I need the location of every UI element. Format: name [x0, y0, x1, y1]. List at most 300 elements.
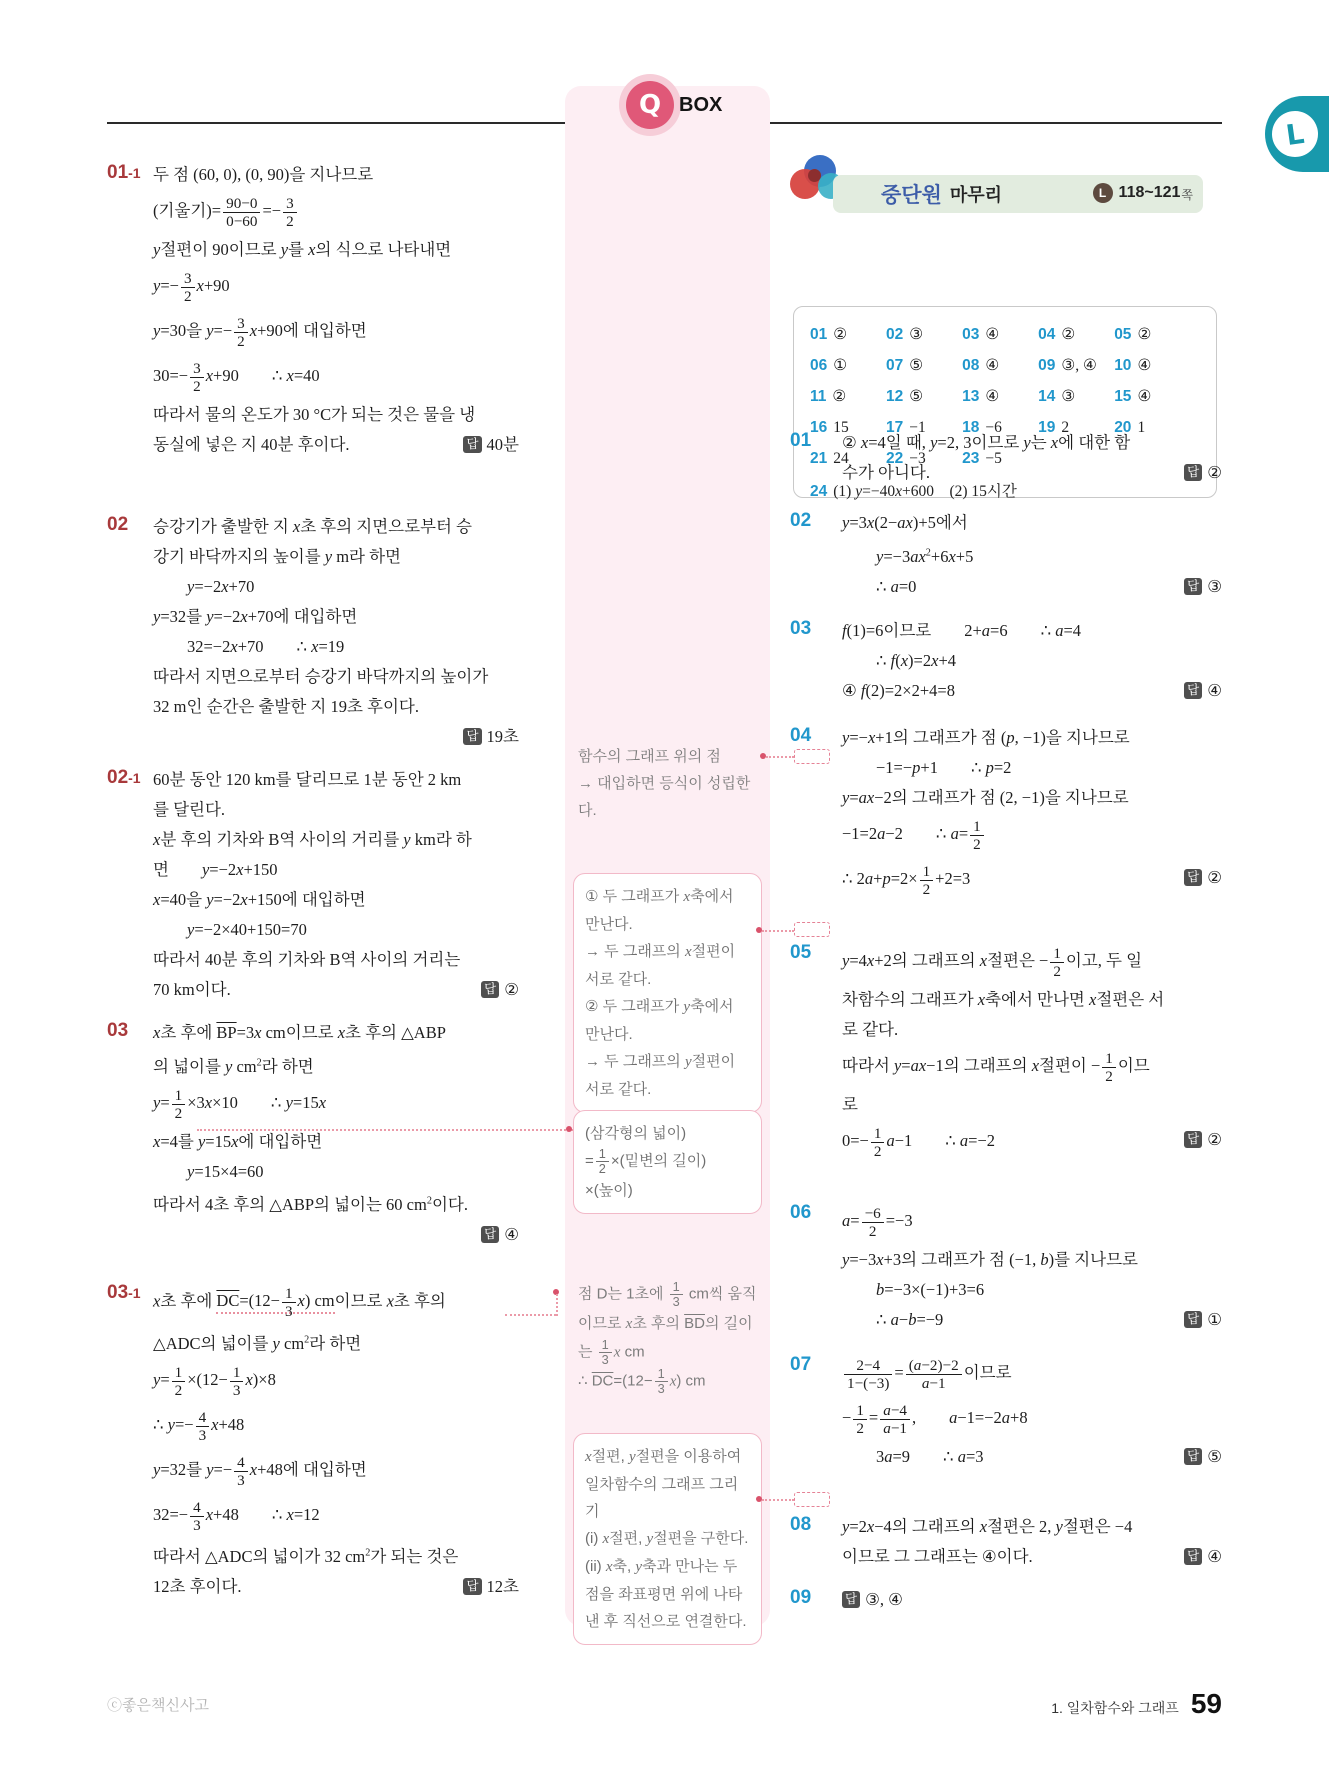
answer-badge: 답 [463, 728, 481, 745]
solution-text: x=40을 y=−2x+150에 대입하면 [153, 890, 366, 909]
solution-02-1 [107, 765, 519, 1005]
solution-line [842, 538, 1222, 572]
solution-line [842, 646, 1222, 676]
solution-line [153, 572, 519, 602]
connector-line-03-1 [505, 1314, 556, 1316]
problem-body [153, 160, 519, 460]
solution-line [153, 885, 519, 915]
answer-badge: 답 [842, 1591, 860, 1608]
solution-text: 32 m인 순간은 출발한 지 19초 후이다. [153, 697, 419, 716]
solution-text: ∴ 2a+p=2× $\frac{1}{2}$ +2=3 [842, 863, 971, 898]
answer-value: 12초 [486, 1577, 519, 1596]
answer-key-number: 20 [1114, 418, 1132, 436]
solution-text: b=−3×(−1)+3=6 [876, 1280, 985, 1299]
answer-value: ① [1207, 1310, 1222, 1329]
solution-08 [790, 1512, 1222, 1572]
solution-text: 로 [842, 1095, 858, 1114]
qbox-column [565, 86, 770, 1630]
solution-01-1 [107, 160, 519, 460]
answer-badge: 답 [463, 436, 481, 453]
answer-key-value: −1 [909, 418, 926, 436]
solution-text: −1=−p+1 ∴ p=2 [876, 758, 1012, 777]
answer-group [1184, 1125, 1222, 1155]
answer-badge: 답 [481, 1226, 499, 1243]
solution-text: 70 km이다. [153, 980, 231, 999]
answer-key-row [810, 350, 1200, 381]
solution-line [153, 512, 519, 542]
solution-text: 12초 후이다. [153, 1577, 242, 1596]
answer-key-cell [1038, 325, 1114, 344]
solution-line [842, 1585, 1222, 1615]
solution-line [842, 985, 1222, 1015]
solution-line [153, 765, 519, 795]
solution-text: y=−x+1의 그래프가 점 (p, −1)을 지나므로 [842, 728, 1130, 747]
solution-text: 32=−2x+70 ∴ x=19 [187, 637, 345, 656]
problem-body [842, 1512, 1222, 1572]
answer-key-value: ⑤ [909, 357, 924, 374]
answer-key-cell [810, 356, 886, 375]
problem-label: 05 [790, 942, 812, 963]
solution-text: 따라서 40분 후의 기차와 B역 사이의 거리는 [153, 950, 461, 969]
answer-key-number: 08 [962, 357, 980, 374]
connector-dot [566, 1126, 572, 1132]
solution-text: 60분 동안 120 km를 달리므로 1분 동안 2 km [153, 770, 462, 789]
solution-text: y=−2×40+150=70 [187, 920, 307, 939]
problem-label: 03-1 [107, 1282, 141, 1303]
connector-line-03 [197, 1129, 573, 1131]
answer-group [1184, 1542, 1222, 1572]
qbox-title: BOX [679, 94, 723, 116]
solution-text: y=ax−2의 그래프가 점 (2, −1)을 지나므로 [842, 788, 1129, 807]
answer-key-number: 15 [1114, 388, 1132, 405]
problem-body [153, 512, 519, 752]
answer-key-cell [1114, 387, 1190, 406]
solution-line [842, 1245, 1222, 1275]
answer-group [1184, 863, 1222, 893]
answer-key-value: ④ [985, 326, 1000, 343]
answer-key-cell [962, 325, 1038, 344]
right-solutions-column [790, 0, 1222, 1772]
solution-line [153, 722, 519, 752]
solution-06 [790, 1200, 1222, 1335]
solution-text: y=−2x+70 [187, 577, 255, 596]
page-number: 59 [1190, 1688, 1222, 1719]
answer-group [463, 430, 519, 460]
problem-label: 02 [790, 510, 812, 531]
answer-value: ⑤ [1207, 1447, 1222, 1466]
solution-line [842, 1045, 1222, 1090]
solution-text: 수가 아니다. [842, 463, 930, 482]
answer-badge: 답 [1184, 1131, 1202, 1148]
solution-line [153, 602, 519, 632]
solution-text: 이므로 그 그래프는 ④이다. [842, 1547, 1033, 1566]
solution-line [842, 428, 1222, 458]
solution-line [842, 508, 1222, 538]
answer-key-number: 17 [886, 418, 904, 436]
solution-text: a= $\frac{-6}{2}$ =−3 [842, 1205, 913, 1240]
answer-badge: 답 [1184, 1311, 1202, 1328]
solution-line [842, 1275, 1222, 1305]
problem-label: 02 [107, 514, 129, 535]
answer-key-number: 01 [810, 326, 828, 343]
solution-text: y=4x+2의 그래프의 x절편은 − $\frac{1}{2}$ 이고, 두 일 [842, 945, 1143, 980]
solution-text: $\frac{2-4}{1-(-3)}$ = $\frac{(a-2)-2}{a-1}$ 이므로 [842, 1363, 1012, 1382]
solution-05 [790, 940, 1222, 1165]
answer-key-value: ① [833, 357, 848, 374]
answer-key-row [810, 319, 1200, 350]
chapter-review-bar [833, 175, 1203, 213]
answer-key-cell [962, 387, 1038, 406]
solution-line [153, 160, 519, 190]
answer-value: ② [1207, 868, 1222, 887]
answer-group [1184, 458, 1222, 488]
solution-line [153, 1280, 519, 1325]
solution-line [153, 1325, 519, 1359]
solution-text: 따라서 지면으로부터 승강기 바닥까지의 높이가 [153, 667, 489, 686]
solution-text: ④ f(2)=2×2+4=8 [842, 681, 955, 700]
answer-key-value: ③ [909, 326, 924, 343]
solution-line [153, 1404, 519, 1449]
solution-text: x분 후의 기차와 B역 사이의 거리를 y km라 하 [153, 830, 472, 849]
answer-key-value: ② [832, 388, 847, 405]
solution-line [153, 190, 519, 235]
problem-body [842, 940, 1222, 1165]
solution-text: 면 y=−2x+150 [153, 860, 278, 879]
answer-key-number: 21 [810, 449, 828, 467]
left-solutions-column [107, 0, 519, 1772]
solution-09 [790, 1585, 1222, 1615]
answer-key-cell [810, 387, 886, 406]
answer-key-value: ④ [1137, 357, 1152, 374]
solution-line [842, 1200, 1222, 1245]
solution-line [153, 1359, 519, 1404]
answer-key-value: ⑤ [909, 388, 924, 405]
answer-key-cell [1038, 387, 1114, 406]
answer-badge: 답 [1184, 869, 1202, 886]
solution-text: 동실에 넣은 지 40분 후이다. [153, 435, 350, 454]
answer-badge: 답 [1184, 578, 1202, 595]
answer-value: ③ [1207, 576, 1222, 596]
answer-group [463, 1572, 519, 1602]
answer-key-cell [886, 325, 962, 344]
solution-line [153, 795, 519, 825]
solution-text: △ADC의 넓이를 y $cm^2$라 하면 [153, 1333, 362, 1353]
solution-line [842, 813, 1222, 858]
solution-line [153, 1127, 519, 1157]
solution-text: 따라서 물의 온도가 30 °C가 되는 것은 물을 냉 [153, 405, 476, 424]
solution-03-1 [107, 1280, 519, 1602]
answer-key-value: ③, ④ [1061, 357, 1097, 374]
solution-text: 승강기가 출발한 지 x초 후의 지면으로부터 승 [153, 517, 472, 536]
solution-07 [790, 1352, 1222, 1472]
chapter-review-subtitle: 마무리 [949, 185, 1003, 205]
solution-line [842, 676, 1222, 706]
answer-key-value: −5 [985, 449, 1002, 467]
answer-key-value: ② [833, 326, 848, 343]
solution-line [153, 915, 519, 945]
answer-value: ③, ④ [865, 1590, 903, 1609]
solution-text: 두 점 (60, 0), (0, 90)을 지나므로 [153, 165, 374, 184]
answer-key-value: ④ [985, 357, 1000, 374]
answer-badge: 답 [481, 981, 499, 998]
answer-group [1184, 1305, 1222, 1335]
problem-body [842, 508, 1222, 602]
solution-text: y=− $\frac{3}{2}$ x+90 [153, 270, 230, 305]
solution-line [153, 1449, 519, 1494]
solution-text: y=32를 y=−2x+70에 대입하면 [153, 607, 358, 626]
solution-text: $y=-3ax^2+6x+5$ [876, 546, 974, 566]
solution-text: y= $\frac{1}{2}$ ×3x×10 ∴ y=15x [153, 1086, 327, 1122]
problem-body [842, 428, 1222, 488]
page-range: L 118~121 쪽 [1093, 183, 1193, 203]
footer [1051, 1688, 1222, 1720]
answer-key-cell [886, 356, 962, 375]
solution-text: y=15×4=60 [187, 1161, 264, 1181]
solution-line [842, 458, 1222, 488]
solution-text: 로 같다. [842, 1020, 899, 1039]
solution-line [153, 632, 519, 662]
solution-line [842, 1442, 1222, 1472]
problem-label: 01-1 [107, 162, 141, 183]
solution-text: 32=− $\frac{4}{3}$ x+48 ∴ x=12 [153, 1498, 320, 1534]
solution-line [842, 940, 1222, 985]
answer-key-number: 22 [886, 449, 904, 467]
solution-line [153, 430, 519, 460]
answer-key-number: 11 [810, 388, 827, 405]
answer-key-number: 13 [962, 388, 980, 405]
solution-text: ② x=4일 때, y=2, 3이므로 y는 x에 대한 함 [842, 433, 1131, 452]
qbox-note-point-d: 점 D는 1초에 $\frac{1}{3}$ cm씩 움직이므로 x초 후의 $\overline{BD}$의 길이는 $\frac{1}{3}$ x cm ∴ $\overline{DC}=(12-$ $\frac{1}{3}$ x) cm [578, 1279, 757, 1397]
answer-key-value: 2 [1061, 418, 1070, 436]
solution-line [153, 1220, 519, 1250]
solution-01 [790, 428, 1222, 488]
solution-text: y=−3x+3의 그래프가 점 (−1, b)를 지나므로 [842, 1250, 1138, 1269]
solution-text: 따라서 4초 후의 △ABP의 넓이는 60 $cm^2$이다. [153, 1195, 468, 1214]
answer-group [481, 1225, 519, 1244]
problem-label: 07 [790, 1354, 812, 1375]
answer-key-number: 02 [886, 326, 904, 343]
qbox-note-graph-drawing: x절편, y절편을 이용하여 일차함수의 그래프 그리기 (i) x절편, y절편을 구한다. (ii) x축, y축과 만나는 두 점을 좌표평면 위에 나타낸 후 직선으로 연결한다. [573, 1433, 762, 1645]
clock-icon: L [1093, 183, 1113, 203]
solution-04 [790, 723, 1222, 903]
answer-key-value: 15 [833, 418, 849, 436]
solution-line [842, 723, 1222, 753]
answer-group [842, 1590, 903, 1609]
solution-line [842, 1090, 1222, 1120]
qbox-q-icon: Q [626, 81, 674, 129]
problem-body [153, 765, 519, 1005]
answer-value: ④ [1207, 1547, 1222, 1566]
answer-key-number: 18 [962, 418, 980, 436]
answer-key-number: 19 [1038, 418, 1056, 436]
answer-key-number: 12 [886, 388, 904, 405]
solution-line [842, 616, 1222, 646]
problem-body [153, 1018, 519, 1250]
answer-key-value: −3 [909, 449, 926, 467]
answer-group [1184, 1442, 1222, 1472]
answer-key-number: 24 [810, 482, 828, 500]
solution-line [153, 265, 519, 310]
qbox-note-triangle-area: (삼각형의 넓이) = $\frac{1}{2}$ ×(밑변의 길이) ×(높이) [573, 1110, 762, 1214]
solution-text: 3a=9 ∴ a=3 [876, 1447, 984, 1466]
answer-badge: 답 [1184, 1548, 1202, 1565]
solution-text: x초 후에 $\overline{BP}=3x$ cm이므로 x초 후의 △ABP [153, 1023, 446, 1042]
problem-body [842, 1585, 1222, 1615]
solution-line [153, 1187, 519, 1221]
answer-key-row [810, 381, 1200, 412]
answer-key-number: 05 [1114, 326, 1132, 343]
solution-text: y=32를 y=− $\frac{4}{3}$ x+48에 대입하면 [153, 1453, 367, 1489]
solution-text: ∴ a−b=−9 [876, 1310, 944, 1329]
solution-line [153, 692, 519, 722]
solution-line [153, 975, 519, 1005]
answer-key-number: 04 [1038, 326, 1056, 343]
solution-line [153, 355, 519, 400]
solution-text: y=2x−4의 그래프의 x절편은 2, y절편은 −4 [842, 1517, 1133, 1536]
solution-line [153, 855, 519, 885]
problem-label: 04 [790, 725, 812, 746]
answer-key-number: 16 [810, 418, 828, 436]
answer-key-cell [886, 387, 962, 406]
answer-key-number: 23 [962, 449, 980, 467]
solution-line [842, 753, 1222, 783]
answer-group [481, 975, 519, 1005]
solution-line [842, 858, 1222, 903]
solution-line [153, 1082, 519, 1127]
problem-body [842, 1200, 1222, 1335]
solution-line [153, 542, 519, 572]
solution-text: 를 달린다. [153, 800, 226, 819]
answer-key-value: ④ [985, 388, 1000, 405]
answer-value: ② [1207, 1130, 1222, 1149]
answer-badge: 답 [1184, 1448, 1202, 1465]
solution-text: x=4를 y=15x에 대입하면 [153, 1131, 323, 1151]
answer-key-cell [1114, 356, 1190, 375]
solution-line [842, 1352, 1222, 1397]
solution-text: 의 넓이를 y $cm^2$라 하면 [153, 1056, 314, 1076]
answer-key-value: 24 [833, 449, 849, 467]
solution-text: 따라서 △ADC의 넓이가 32 $cm^2$가 되는 것은 [153, 1547, 459, 1566]
solution-text: (기울기)= $\frac{90-0}{0-60}$ =− $\frac{3}{2}$ [153, 201, 299, 220]
solution-line [842, 1542, 1222, 1572]
solution-text: 30=− $\frac{3}{2}$ x+90 ∴ x=40 [153, 360, 320, 395]
answer-key-cell [1038, 356, 1114, 375]
solution-line [153, 1494, 519, 1539]
problem-label: 09 [790, 1587, 812, 1608]
connector-elbow-03-1 [556, 1294, 558, 1316]
solution-line [153, 1572, 519, 1602]
answer-key-cell [962, 356, 1038, 375]
solution-line [153, 1048, 519, 1082]
answer-key-number: 09 [1038, 357, 1056, 374]
solution-text: y= $\frac{1}{2}$ ×(12− $\frac{1}{3}$ x)×8 [153, 1363, 276, 1399]
solution-text: y=3x(2−ax)+5에서 [842, 513, 968, 532]
problem-label: 01 [790, 430, 812, 451]
problem-label: 03 [790, 618, 812, 639]
solution-text: 0=− $\frac{1}{2}$ a−1 ∴ a=−2 [842, 1125, 996, 1160]
problem-body [842, 1352, 1222, 1472]
solution-text: − $\frac{1}{2}$ = $\frac{a-4}{a-1}$ , a−1=−2a+8 [842, 1402, 1028, 1437]
solution-line [153, 825, 519, 855]
qbox-note-axis-meeting: ① 두 그래프가 x축에서 만난다. → 두 그래프의 x절편이 서로 같다. ② 두 그래프가 y축에서 만난다. → 두 그래프의 y절편이 서로 같다. [573, 873, 762, 1113]
solution-text: ∴ y=− $\frac{4}{3}$ x+48 [153, 1408, 245, 1444]
solution-line [842, 572, 1222, 602]
solution-line [153, 1539, 519, 1573]
answer-value: 40분 [486, 435, 519, 454]
solution-text: ∴ a=0 [876, 576, 917, 596]
solution-02 [790, 508, 1222, 602]
answer-value: ② [1207, 463, 1222, 482]
answer-key-number: 03 [962, 326, 980, 343]
solution-text: y=30을 y=− $\frac{3}{2}$ x+90에 대입하면 [153, 315, 367, 350]
solution-line [153, 310, 519, 355]
solution-text: 따라서 y=ax−1의 그래프의 x절편이 − $\frac{1}{2}$ 이므 [842, 1050, 1150, 1085]
answer-key-value: ④ [1137, 388, 1152, 405]
problem-label: 08 [790, 1514, 812, 1535]
solution-03 [790, 616, 1222, 706]
solution-text: x초 후에 $\overline{DC}=(12-$ $\frac{1}{3}$ x) cm이므로 x초 후의 [153, 1285, 446, 1320]
qbox-note-substitution: 함수의 그래프 위의 점 → 대입하면 등식이 성립한 다. [578, 748, 751, 819]
solution-text: 강기 바닥까지의 높이를 y m라 하면 [153, 547, 401, 566]
corner-tab [1265, 96, 1329, 172]
solution-line [153, 235, 519, 265]
answer-group [1184, 572, 1222, 602]
solution-text: f(1)=6이므로 2+a=6 ∴ a=4 [842, 621, 1082, 640]
solution-line [842, 1015, 1222, 1045]
answer-key-value: ② [1061, 326, 1076, 343]
solution-line [842, 783, 1222, 813]
answer-key-value: ② [1137, 326, 1152, 343]
answer-key-number: 06 [810, 357, 828, 374]
solution-text: ∴ f(x)=2x+4 [876, 651, 956, 670]
answer-value: ④ [1207, 681, 1222, 700]
solution-line [153, 662, 519, 692]
answer-value: ④ [504, 1225, 519, 1244]
answer-key-value: 1 [1137, 418, 1146, 436]
problem-label: 06 [790, 1202, 812, 1223]
answer-badge: 답 [1184, 682, 1202, 699]
answer-key-value: (1) y=−40x+600 (2) 15시간 [833, 482, 1017, 500]
answer-key-number: 14 [1038, 388, 1056, 405]
answer-key-number: 10 [1114, 357, 1132, 374]
solution-line [153, 1157, 519, 1187]
problem-label: 03 [107, 1020, 129, 1041]
solution-line [153, 1018, 519, 1048]
answer-key-cell [1114, 325, 1190, 344]
solution-line [842, 1397, 1222, 1442]
answer-key-value: −6 [985, 418, 1002, 436]
solution-03 [107, 1018, 519, 1250]
publisher-copyright: ⓒ좋은책신사고 [107, 1697, 209, 1714]
answer-key-value: ③ [1061, 388, 1076, 405]
chapter-review-title: 중단원 [881, 184, 942, 207]
answer-key-cell [810, 325, 886, 344]
solution-text: −1=2a−2 ∴ a= $\frac{1}{2}$ [842, 824, 986, 843]
answer-badge: 답 [463, 1578, 481, 1595]
corner-tab-l-icon: L [1269, 108, 1321, 160]
answer-group [1184, 676, 1222, 706]
solution-line [842, 1120, 1222, 1165]
solution-02 [107, 512, 519, 752]
problem-body [153, 1280, 519, 1602]
answer-key-number: 07 [886, 357, 904, 374]
problem-body [842, 616, 1222, 706]
chapter-name: 1. 일차함수와 그래프 [1051, 1700, 1179, 1716]
answer-value: 19초 [486, 727, 519, 746]
problem-body [842, 723, 1222, 903]
answer-badge: 답 [1184, 464, 1202, 481]
problem-label: 02-1 [107, 767, 141, 788]
